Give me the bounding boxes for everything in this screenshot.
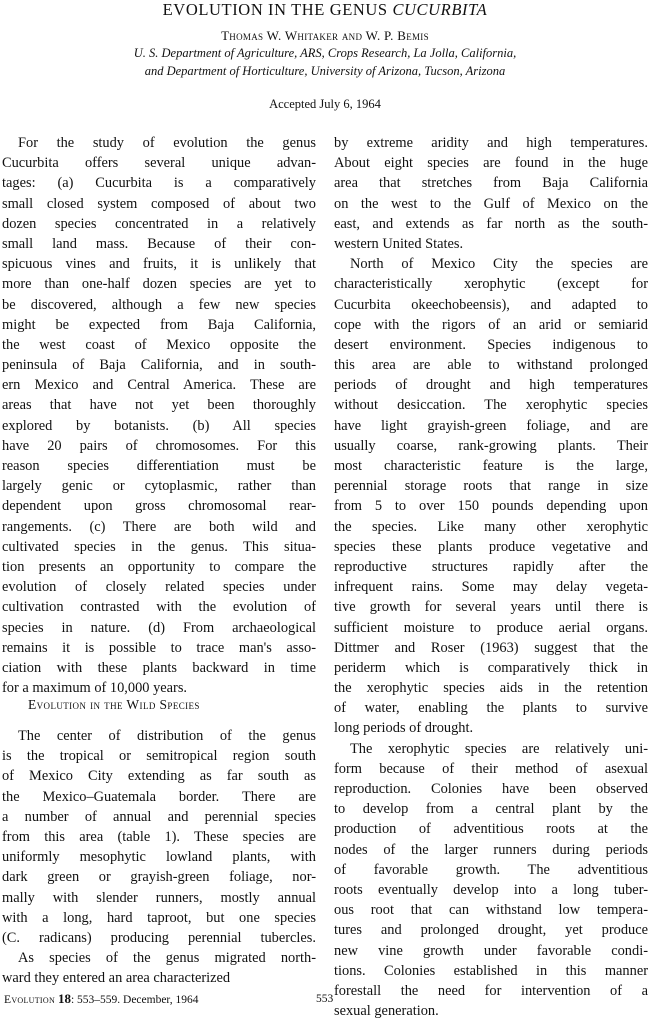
text-line: (C. radicans) producing perennial tubercles. — [2, 929, 316, 946]
text-line: might be expected from Baja California, — [2, 316, 316, 333]
text-line: species in nature. (d) From archaeological — [2, 619, 316, 636]
text-line: North of Mexico City the species are — [350, 256, 648, 273]
article-authors: Thomas W. Whitaker and W. P. Bemis — [221, 28, 429, 43]
text-line: this area are able to withstand prolonged — [334, 357, 648, 374]
text-line: periods of drought and high temperatures — [334, 377, 648, 394]
text-line: reproduction. Colonies have been observed — [334, 781, 648, 797]
text-line: areas that have not yet been thoroughly — [2, 397, 316, 414]
text-line: infrequent rains. Some may delay vegeta- — [334, 579, 648, 596]
text-line: About eight species are found in the huge — [334, 155, 648, 172]
author-affiliation-1: U. S. Department of Agriculture, ARS, Crops Research, La Jolla, California, — [133, 46, 517, 60]
author-affiliation-2: and Department of Horticulture, University of Arizona, Tucson, Arizona — [144, 64, 506, 78]
text-line: be discovered, although a few new species — [2, 296, 316, 313]
text-line: peninsula of Baja California, and in south- — [2, 357, 316, 374]
text-line: is the tropical or semitropical region south — [2, 748, 316, 765]
title-prefix: EVOLUTION IN THE GENUS — [162, 0, 393, 19]
text-line: from this area (table 1). These species are — [2, 828, 316, 845]
text-line: forestall the need for intervention of a — [334, 982, 648, 999]
text-line: have 20 pairs of chromosomes. For this — [2, 437, 316, 454]
left-column-text — [2, 133, 316, 698]
text-line: characteristically xerophytic (except for — [334, 276, 648, 293]
text-line: Dittmer and Roser (1963) suggest that the — [334, 639, 648, 656]
text-line: small closed system composed of about two — [2, 195, 316, 212]
text-line: ern Mexico and Central America. These are — [2, 377, 316, 394]
text-line: desert environment. Species indigenous to — [334, 336, 648, 353]
text-line: most characteristic feature is the large, — [334, 458, 648, 474]
text-line: tive growth for several years until there is — [334, 599, 648, 616]
text-line: the west coast of Mexico opposite the — [2, 336, 316, 353]
text-line: production of adventitious roots at the — [334, 821, 648, 838]
text-line: tures and prolonged drought, yet produce — [334, 922, 648, 939]
text-line: of favorable growth. The adventitious — [334, 861, 648, 878]
text-line: with a long, hard taproot, but one species — [2, 909, 316, 926]
text-line: the Mexico–Guatemala border. There are — [2, 788, 316, 805]
text-line: of Mexico City extending as far south as — [2, 768, 316, 785]
text-line: ciation with these plants backward in time — [2, 659, 316, 676]
text-line: dependent upon gross chromosomal rear- — [2, 498, 316, 515]
text-line: of water, enabling the plants to survive — [334, 700, 648, 717]
text-line: perennial storage roots that range in size — [334, 478, 648, 495]
text-line: Cucurbita offers several unique advan- — [2, 155, 316, 172]
text-line: a number of annual and perennial species — [2, 808, 316, 825]
text-line: Cucurbita okeechobeensis), and adapted to — [334, 296, 648, 313]
text-line: have light grayish-green foliage, and are — [334, 417, 648, 434]
text-line: the species. Like many other xerophytic — [334, 518, 648, 535]
text-line: largely genic or cytoplasmic, rather than — [2, 478, 316, 495]
text-line: tages: (a) Cucurbita is a comparatively — [2, 175, 316, 192]
text-line: periderm which is comparatively thick in — [334, 659, 648, 676]
text-line: roots eventually develop into a long tuber- — [334, 881, 648, 898]
text-line: on the west to the Gulf of Mexico on the — [334, 195, 648, 212]
text-line: dozen species concentrated in a relatively — [2, 215, 316, 232]
text-line: uniformly mesophytic lowland plants, with — [2, 849, 316, 866]
text-line: sexual generation. — [334, 1003, 439, 1020]
text-line: mally with slender runners, mostly annual — [2, 889, 316, 906]
title-genus: CUCURBITA — [392, 0, 488, 19]
text-line: remains it is possible to trace man's asso- — [2, 639, 316, 656]
text-line: form because of their method of asexual — [334, 760, 648, 777]
text-line: from 5 to over 150 pounds depending upon — [334, 498, 648, 515]
text-line: evolution of closely related species under — [2, 579, 316, 596]
text-line: rangements. (c) There are both wild and — [2, 518, 316, 535]
text-line: reproductive structures rapidly after the — [334, 558, 648, 575]
text-line: tions. Colonies established in this manner — [334, 962, 648, 979]
text-line: explored by botanists. (b) All species — [2, 417, 316, 434]
text-line: ous root that can withstand low tempera- — [334, 902, 648, 919]
article-title — [0, 1, 650, 19]
right-column-text — [334, 133, 648, 1021]
text-line: For the study of evolution the genus — [18, 135, 316, 151]
text-line: reason species differentiation must be — [2, 458, 316, 474]
text-line: long periods of drought. — [334, 720, 474, 737]
text-line: species these plants produce vegetative and — [334, 538, 648, 555]
text-line: usually coarse, rank-growing plants. Their — [334, 437, 648, 454]
text-line: area that stretches from Baja California — [334, 175, 648, 192]
text-line: more than one-half dozen species are yet to — [2, 276, 316, 293]
page-footer — [4, 992, 350, 1007]
text-line: small land mass. Because of their con- — [2, 235, 316, 252]
text-line: spicuous vines and fruits, it is unlikely that — [2, 256, 316, 273]
text-line: ward they entered an area characterized — [2, 970, 231, 987]
text-line: cultivation contrasted with the evolution of — [2, 599, 316, 616]
page-number: 553 — [316, 993, 334, 1005]
text-line: nodes of the larger runners during periods — [334, 841, 648, 858]
text-line: The center of distribution of the genus — [18, 728, 316, 744]
section-heading: Evolution in the Wild Species — [28, 697, 200, 712]
accepted-date: Accepted July 6, 1964 — [269, 97, 381, 111]
text-line: cultivated species in the genus. This situa- — [2, 538, 316, 555]
text-line: tion presents an opportunity to compare the — [2, 558, 316, 575]
text-line: western United States. — [334, 235, 464, 252]
text-line: dark green or grayish-green foliage, nor- — [2, 869, 316, 886]
text-line: east, and extends as far north as the south- — [334, 215, 648, 232]
text-line: by extreme aridity and high temperatures. — [334, 135, 648, 151]
text-line: to develop from a central plant by the — [334, 801, 648, 818]
left-column-text-2 — [2, 726, 316, 988]
text-line: The xerophytic species are relatively uni- — [350, 740, 648, 757]
text-line: cope with the rigors of an arid or semiarid — [334, 316, 648, 333]
text-line: new vine growth under favorable condi- — [334, 942, 648, 959]
text-line: without desiccation. The xerophytic species — [334, 397, 648, 414]
footer-citation: : 553–559. December, 1964 — [70, 994, 199, 1006]
text-line: for a maximum of 10,000 years. — [2, 680, 188, 697]
text-line: As species of the genus migrated north- — [18, 950, 316, 967]
text-line: sufficient moisture to produce aerial organs. — [334, 619, 648, 636]
text-line: the xerophytic species aids in the retention — [334, 680, 648, 697]
footer-volume: 18 — [57, 991, 71, 1006]
footer-journal: Evolution — [4, 994, 56, 1006]
